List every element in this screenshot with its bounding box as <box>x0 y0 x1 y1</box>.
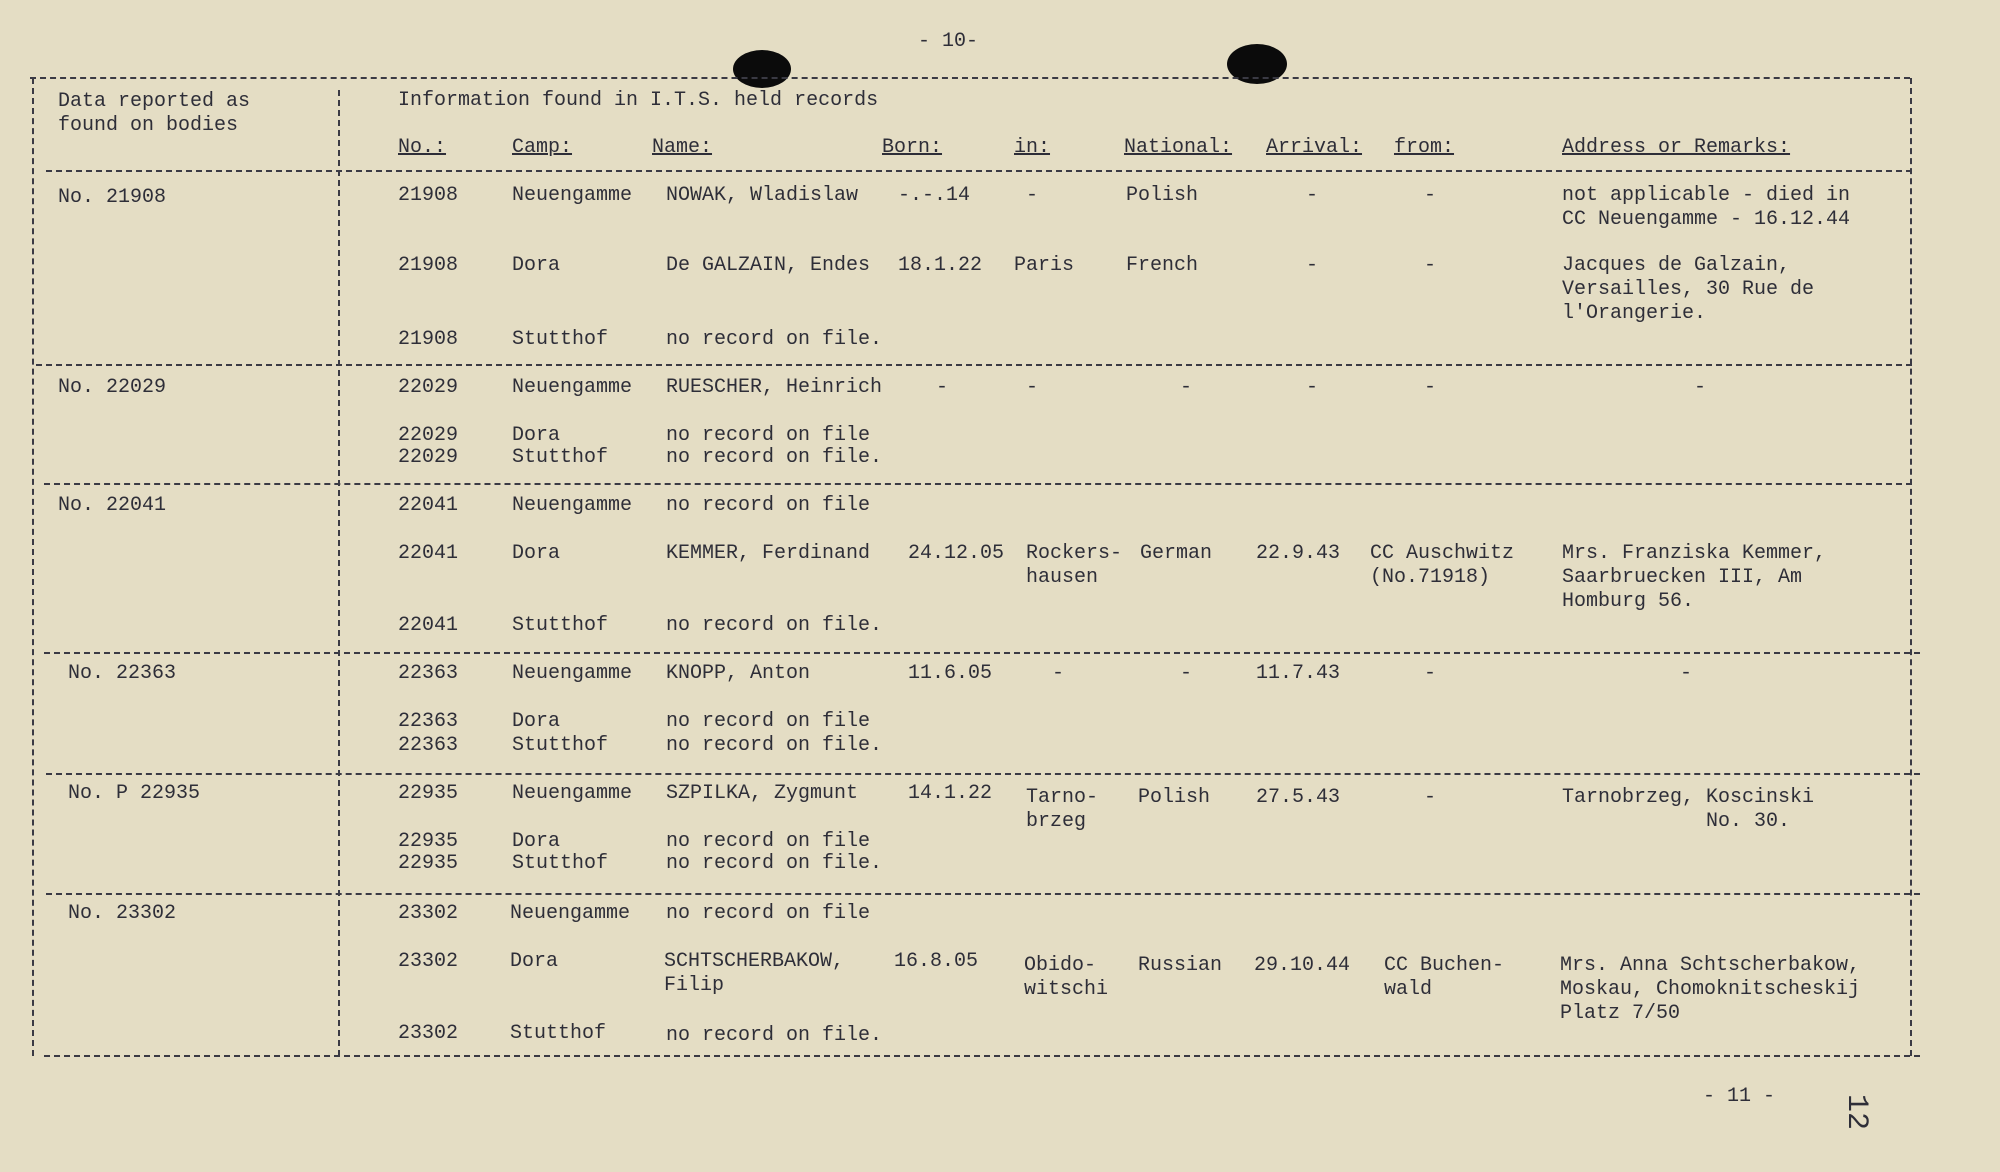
record-camp: Neuengamme <box>512 662 633 685</box>
record-no: 23302 <box>398 950 459 973</box>
record-name: no record on file <box>666 424 871 447</box>
record-born: 24.12.05 <box>908 542 1005 565</box>
column-separator <box>338 90 340 1056</box>
header-col-in: in: <box>1014 136 1051 159</box>
record-camp: Neuengamme <box>510 902 631 925</box>
record-born: 18.1.22 <box>898 254 983 277</box>
header-col-no: No.: <box>398 136 447 159</box>
record-from: CC Buchen- wald <box>1384 954 1505 1001</box>
reported-body-number: No. P 22935 <box>68 782 201 805</box>
record-no: 22363 <box>398 734 459 757</box>
record-name: no record on file. <box>666 734 883 757</box>
record-address: Jacques de Galzain, Versailles, 30 Rue de l'Orangerie. <box>1562 254 1815 325</box>
record-born: - <box>936 376 949 399</box>
header-its-title: Information found in I.T.S. held records <box>398 89 879 112</box>
corner-page-mark: 12 <box>1839 1093 1874 1131</box>
record-born-in: Rockers- hausen <box>1026 542 1123 589</box>
record-nationality: German <box>1140 542 1213 565</box>
record-no: 22041 <box>398 614 459 637</box>
record-name: KNOPP, Anton <box>666 662 811 685</box>
reported-body-number: No. 22041 <box>58 494 167 517</box>
record-name: no record on file. <box>666 614 883 637</box>
record-no: 22363 <box>398 710 459 733</box>
record-name: SCHTSCHERBAKOW, Filip <box>664 950 845 997</box>
record-name: no record on file <box>666 710 871 733</box>
record-from: - <box>1424 662 1437 685</box>
record-from: - <box>1424 254 1437 277</box>
record-camp: Neuengamme <box>512 184 633 207</box>
record-camp: Neuengamme <box>512 376 633 399</box>
record-name: De GALZAIN, Endes <box>666 254 871 277</box>
reported-body-number: No. 22029 <box>58 376 167 399</box>
record-no: 23302 <box>398 902 459 925</box>
record-address: - <box>1694 376 1707 399</box>
record-from: - <box>1424 376 1437 399</box>
page-number-bottom: - 11 - <box>1703 1085 1776 1108</box>
record-no: 23302 <box>398 1022 459 1045</box>
reported-body-number: No. 23302 <box>68 902 177 925</box>
record-nationality: French <box>1126 254 1199 277</box>
record-camp: Dora <box>512 254 561 277</box>
record-name: no record on file. <box>666 328 883 351</box>
record-born-in: Obido- witschi <box>1024 954 1109 1001</box>
table-top-border <box>30 77 1910 79</box>
record-born-in: - <box>1026 184 1039 207</box>
record-from: - <box>1424 184 1437 207</box>
group-divider <box>44 483 1912 485</box>
reported-body-number: No. 21908 <box>58 186 167 209</box>
record-born: 16.8.05 <box>894 950 979 973</box>
record-name: SZPILKA, Zygmunt <box>666 782 859 805</box>
record-name: RUESCHER, Heinrich <box>666 376 883 399</box>
record-address: - <box>1680 662 1693 685</box>
record-no: 22041 <box>398 494 459 517</box>
record-no: 22029 <box>398 446 459 469</box>
header-col-from: from: <box>1394 136 1455 159</box>
record-born-in: - <box>1026 376 1039 399</box>
record-no: 22029 <box>398 424 459 447</box>
record-camp: Stutthof <box>512 614 609 637</box>
record-nationality: Polish <box>1126 184 1199 207</box>
record-name: no record on file <box>666 494 871 517</box>
record-arrival: 29.10.44 <box>1254 954 1351 977</box>
header-bottom-border <box>46 170 1912 172</box>
table-left-border <box>32 78 34 1056</box>
record-camp: Dora <box>510 950 559 973</box>
record-arrival: 11.7.43 <box>1256 662 1341 685</box>
record-born: 14.1.22 <box>908 782 993 805</box>
header-col-national: National: <box>1124 136 1233 159</box>
record-camp: Stutthof <box>512 734 609 757</box>
header-reported-line2: found on bodies <box>58 114 239 137</box>
record-arrival: 22.9.43 <box>1256 542 1341 565</box>
record-name: no record on file <box>666 830 871 853</box>
record-arrival: - <box>1306 254 1319 277</box>
record-no: 21908 <box>398 184 459 207</box>
record-camp: Dora <box>512 424 561 447</box>
record-camp: Stutthof <box>512 328 609 351</box>
record-born: 11.6.05 <box>908 662 993 685</box>
record-name: KEMMER, Ferdinand <box>666 542 871 565</box>
record-nationality: - <box>1180 376 1193 399</box>
record-address: not applicable - died in CC Neuengamme - 16.12.44 <box>1562 184 1851 231</box>
group-divider <box>36 364 1912 366</box>
header-col-name: Name: <box>652 136 713 159</box>
ink-blot-left <box>733 50 791 88</box>
record-nationality: Polish <box>1138 786 1211 809</box>
table-right-border <box>1910 78 1912 1056</box>
record-no: 21908 <box>398 254 459 277</box>
record-camp: Stutthof <box>512 852 609 875</box>
record-no: 22935 <box>398 782 459 805</box>
record-camp: Neuengamme <box>512 782 633 805</box>
record-nationality: Russian <box>1138 954 1223 977</box>
group-divider <box>46 893 1920 895</box>
group-divider <box>44 652 1920 654</box>
table-bottom-border <box>44 1055 1920 1057</box>
header-reported-line1: Data reported as <box>58 90 251 113</box>
header-col-address: Address or Remarks: <box>1562 136 1791 159</box>
record-arrival: - <box>1306 376 1319 399</box>
record-born-in: Tarno- brzeg <box>1026 786 1099 833</box>
record-camp: Dora <box>512 830 561 853</box>
record-no: 22935 <box>398 830 459 853</box>
record-born-in: Paris <box>1014 254 1075 277</box>
reported-body-number: No. 22363 <box>68 662 177 685</box>
record-born: -.-.14 <box>898 184 971 207</box>
record-no: 22029 <box>398 376 459 399</box>
record-camp: Dora <box>512 710 561 733</box>
record-camp: Dora <box>512 542 561 565</box>
record-from: CC Auschwitz (No.71918) <box>1370 542 1515 589</box>
record-from: - <box>1424 786 1437 809</box>
header-col-camp: Camp: <box>512 136 573 159</box>
record-no: 21908 <box>398 328 459 351</box>
record-name: no record on file. <box>666 1024 883 1047</box>
record-arrival: 27.5.43 <box>1256 786 1341 809</box>
record-camp: Stutthof <box>512 446 609 469</box>
record-born-in: - <box>1052 662 1065 685</box>
page-number-top: - 10- <box>918 30 979 53</box>
record-address: Mrs. Anna Schtscherbakow, Moskau, Chomoknitscheskij Platz 7/50 <box>1560 954 1861 1025</box>
record-camp: Neuengamme <box>512 494 633 517</box>
record-arrival: - <box>1306 184 1319 207</box>
record-no: 22363 <box>398 662 459 685</box>
record-address: Tarnobrzeg, Koscinski No. 30. <box>1562 786 1815 833</box>
group-divider <box>46 773 1920 775</box>
record-name: NOWAK, Wladislaw <box>666 184 859 207</box>
record-no: 22935 <box>398 852 459 875</box>
record-name: no record on file. <box>666 446 883 469</box>
record-camp: Stutthof <box>510 1022 607 1045</box>
record-name: no record on file <box>666 902 871 925</box>
header-col-arrival: Arrival: <box>1266 136 1363 159</box>
record-no: 22041 <box>398 542 459 565</box>
record-address: Mrs. Franziska Kemmer, Saarbruecken III, Am Homburg 56. <box>1562 542 1827 613</box>
record-name: no record on file. <box>666 852 883 875</box>
header-col-born: Born: <box>882 136 943 159</box>
record-nationality: - <box>1180 662 1193 685</box>
